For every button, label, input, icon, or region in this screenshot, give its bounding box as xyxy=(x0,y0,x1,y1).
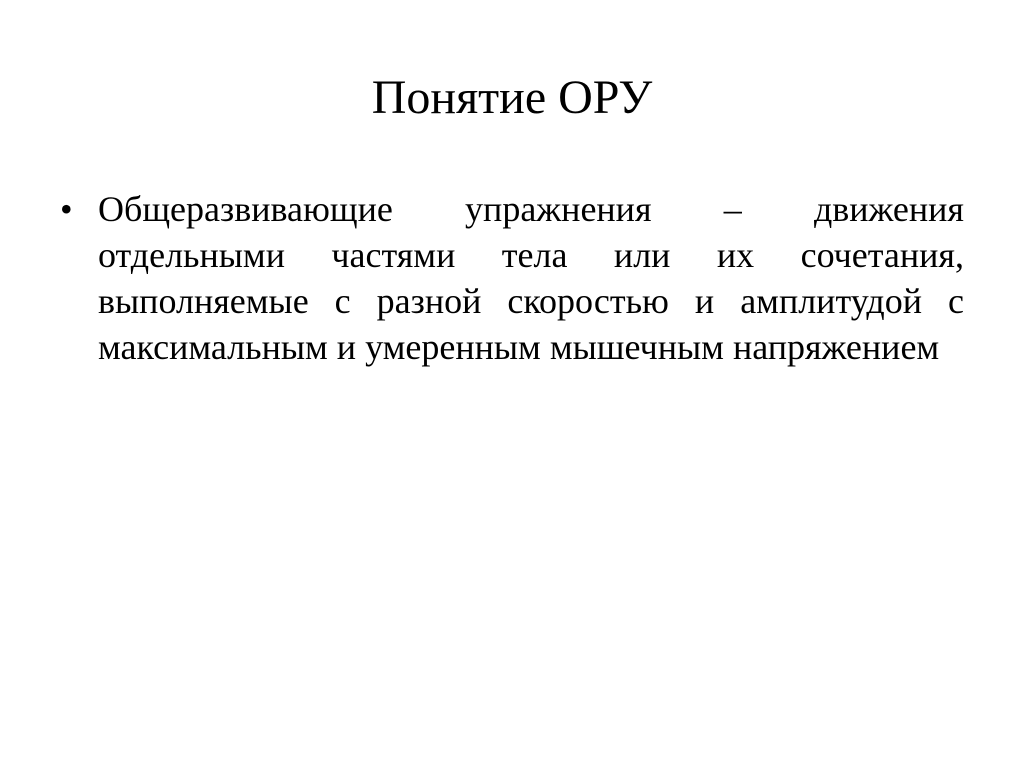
bullet-marker: • xyxy=(60,189,73,229)
slide-title: Понятие ОРУ xyxy=(371,71,653,124)
bullet-text: Общеразвивающие упражнения – движения отдельными частями тела или их сочетания, выполняемые с разной скоростью и амплитудой с максимальным и умеренным мышечным напряжением xyxy=(98,189,964,367)
bullet-list xyxy=(60,186,964,370)
slide-body xyxy=(60,186,964,370)
bullet-item xyxy=(60,186,964,370)
